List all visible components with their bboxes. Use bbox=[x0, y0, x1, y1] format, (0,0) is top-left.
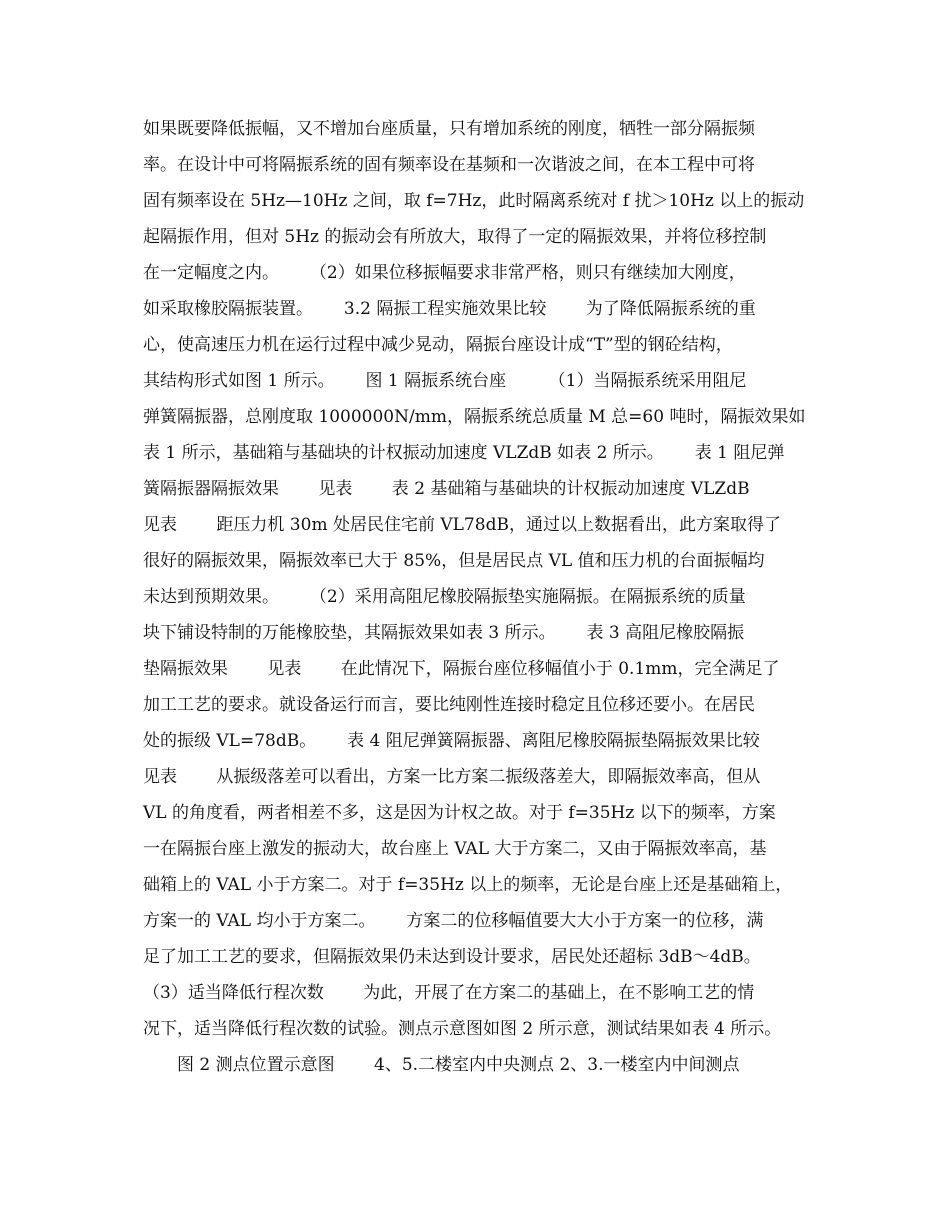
text-line-17: 加工工艺的要求。就设备运行而言，要比纯刚性连接时稳定且位移还要小。在居民 bbox=[143, 695, 755, 715]
text-line-14: 未达到预期效果。 （2）采用高阻尼橡胶隔振垫实施隔振。在隔振系统的质量 bbox=[143, 587, 746, 607]
text-line-18: 处的振级 VL=78dB。 表 4 阻尼弹簧隔振器、离阻尼橡胶隔振垫隔振效果比较 bbox=[143, 731, 760, 751]
text-line-3: 固有频率设在 5Hz—10Hz 之间，取 f=7Hz，此时隔离系统对 f 扰＞10Hz 以上的振动 bbox=[143, 191, 805, 211]
text-line-1: 如果既要降低振幅，又不增加台座质量，只有增加系统的刚度，牺牲一部分隔振频 bbox=[143, 119, 755, 139]
text-line-20: VL 的角度看，两者相差不多，这是因为计权之故。对于 f=35Hz 以下的频率，方案 bbox=[143, 803, 776, 823]
text-line-4: 起隔振作用，但对 5Hz 的振动会有所放大，取得了一定的隔振效果，并将位移控制 bbox=[143, 227, 767, 247]
text-line-26: 况下，适当降低行程次数的试验。测点示意图如图 2 所示意，测试结果如表 4 所示。 bbox=[143, 1019, 782, 1039]
text-line-5: 在一定幅度之内。 （2）如果位移振幅要求非常严格，则只有继续加大刚度， bbox=[143, 263, 746, 283]
text-line-11: 簧隔振器隔振效果 见表 表 2 基础箱与基础块的计权振动加速度 VLZdB bbox=[143, 479, 750, 499]
text-line-25: （3）适当降低行程次数 为此，开展了在方案二的基础上，在不影响工艺的情 bbox=[143, 983, 755, 1003]
text-line-9: 弹簧隔振器，总刚度取 1000000N/mm，隔振系统总质量 M 总=60 吨时，隔振效果如 bbox=[143, 407, 806, 427]
text-line-16: 垫隔振效果 见表 在此情况下，隔振台座位移幅值小于 0.1mm，完全满足了 bbox=[143, 659, 780, 679]
text-line-22: 础箱上的 VAL 小于方案二。对于 f=35Hz 以上的频率，无论是台座上还是基础箱上， bbox=[143, 875, 793, 895]
text-line-24: 足了加工工艺的要求，但隔振效果仍未达到设计要求，居民处还超标 3dB～4dB。 bbox=[143, 947, 761, 967]
text-line-23: 方案一的 VAL 均小于方案二。 方案二的位移幅值要大大小于方案一的位移，满 bbox=[143, 911, 764, 931]
text-line-2: 率。在设计中可将隔振系统的固有频率设在基频和一次谐波之间，在本工程中可将 bbox=[143, 155, 755, 175]
text-line-19: 见表 从振级落差可以看出，方案一比方案二振级落差大，即隔振效率高，但从 bbox=[143, 767, 761, 787]
text-line-10: 表 1 所示，基础箱与基础块的计权振动加速度 VLZdB 如表 2 所示。 表 1 阻尼弹 bbox=[143, 443, 785, 463]
text-line-13: 很好的隔振效果，隔振效率已大于 85%，但是居民点 VL 值和压力机的台面振幅均 bbox=[143, 551, 765, 571]
text-line-21: 一在隔振台座上激发的振动大，故台座上 VAL 大于方案二，又由于隔振效率高，基 bbox=[143, 839, 767, 859]
text-line-12: 见表 距压力机 30m 处居民住宅前 VL78dB，通过以上数据看出，此方案取得了 bbox=[143, 515, 781, 535]
text-line-6: 如采取橡胶隔振装置。 3.2 隔振工程实施效果比较 为了降低隔振系统的重 bbox=[143, 299, 756, 319]
text-line-27: 图 2 测点位置示意图 4、5.二楼室内中央测点 2、3.一楼室内中间测点 bbox=[143, 1055, 740, 1075]
text-line-15: 块下铺设特制的万能橡胶垫，其隔振效果如表 3 所示。 表 3 高阻尼橡胶隔振 bbox=[143, 623, 745, 643]
text-line-8: 其结构形式如图 1 所示。 图 1 隔振系统台座 （1）当隔振系统采用阻尼 bbox=[143, 371, 747, 391]
text-line-7: 心，使高速压力机在运行过程中减少晃动，隔振台座设计成“T”型的钢砼结构， bbox=[143, 335, 733, 355]
